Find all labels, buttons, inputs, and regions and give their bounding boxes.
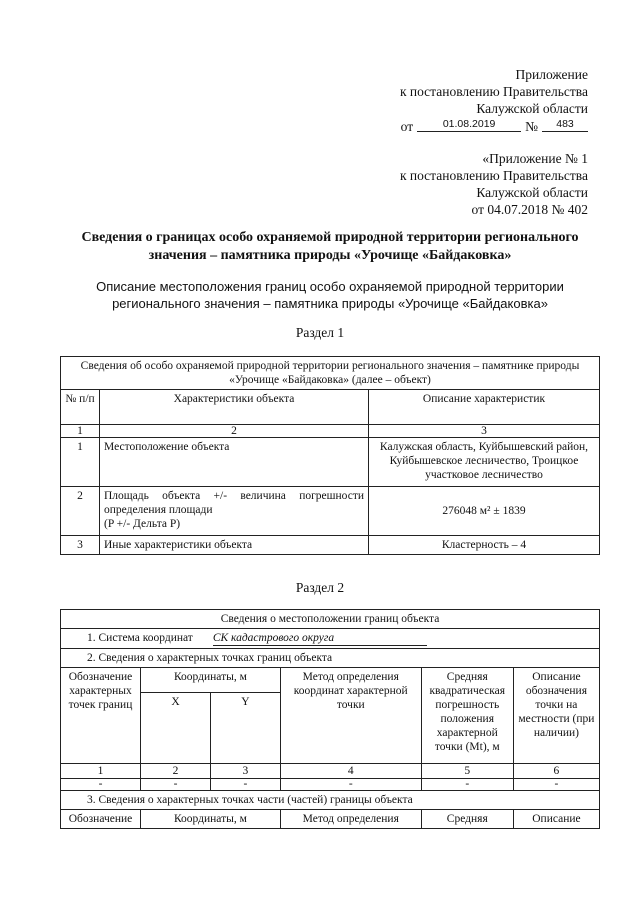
parts-header-designation: Обозначение: [61, 810, 141, 829]
parts-label-row: [61, 791, 600, 810]
parts-header-coords: Координаты, м: [141, 810, 281, 829]
col-number: 2: [100, 425, 369, 438]
area-label: Площадь объекта +/- величина погрешности определения площади: [104, 490, 364, 516]
row-value: Калужская область, Куйбышевский район, Куйбышевское лесничество, Троицкое участковое лесничество: [369, 438, 600, 487]
row-characteristic: [100, 487, 369, 536]
parts-header-method: Метод определения: [280, 810, 421, 829]
header-number: № п/п: [61, 390, 100, 425]
header-y: Y: [210, 693, 280, 764]
header-description: Описание характеристик: [369, 390, 600, 425]
row-characteristic: Иные характеристики объекта: [100, 536, 369, 555]
resolution-number: 483: [542, 118, 588, 132]
annex-prev-region: Калужской области: [476, 185, 588, 200]
annex-prev-label: «Приложение № 1: [482, 151, 588, 166]
boundary-caption: Сведения о местоположении границ объекта: [61, 610, 600, 629]
header-coords: Координаты, м: [141, 668, 281, 693]
coord-system-label: 1. Система координат: [87, 632, 193, 644]
points-label: 2. Сведения о характерных точках границ объекта: [87, 652, 333, 664]
table-row: [61, 438, 600, 487]
annex-current-header: [328, 66, 588, 136]
row-number: 2: [61, 487, 100, 536]
col-number: 5: [421, 764, 513, 779]
col-number: 1: [61, 764, 141, 779]
annex-previous-header: [328, 150, 588, 218]
parts-header-description: Описание: [513, 810, 599, 829]
from-label: от: [400, 119, 414, 134]
annex-prev-resolution: к постановлению Правительства: [399, 168, 588, 183]
resolution-date: 01.08.2019: [417, 118, 521, 132]
row-value: Кластерность – 4: [369, 536, 600, 555]
points-label-row: [61, 649, 600, 668]
empty-cell: -: [141, 779, 211, 791]
header-x: X: [141, 693, 211, 764]
header-designation: Обозначение характерных точек границ: [61, 668, 141, 764]
coord-system-row: [61, 629, 600, 649]
table-row: [61, 536, 600, 555]
subtitle-line-2: регионального значения – памятника природы «Урочище «Байдаковка»: [112, 296, 548, 311]
empty-cell: -: [210, 779, 280, 791]
col-number: 1: [61, 425, 100, 438]
row-number: 3: [61, 536, 100, 555]
empty-cell: -: [61, 779, 141, 791]
col-number: 2: [141, 764, 211, 779]
coord-system-value: СК кадастрового округа: [213, 631, 427, 646]
subtitle-line-1: Описание местоположения границ особо охраняемой природной территории: [96, 279, 564, 294]
empty-cell: -: [513, 779, 599, 791]
annex-resolution: к постановлению Правительства: [399, 84, 588, 99]
annex-prev-date: от 04.07.2018 № 402: [471, 202, 588, 217]
col-number: 6: [513, 764, 599, 779]
table-row: [61, 487, 600, 536]
annex-label: Приложение: [515, 67, 588, 82]
number-label: №: [525, 119, 538, 134]
annex-date-line: [328, 118, 588, 136]
row-value: 276048 м² ± 1839: [369, 487, 600, 536]
object-info-caption: Сведения об особо охраняемой природной территории регионального значения – памятнике природы «Урочище «Байдаковка» (далее – объект): [61, 357, 600, 390]
parts-header-accuracy: Средняя: [421, 810, 513, 829]
boundary-table: [60, 609, 600, 829]
title-line-1: Сведения о границах особо охраняемой природной территории регионального: [81, 230, 579, 245]
col-number: 3: [369, 425, 600, 438]
col-number: 4: [280, 764, 421, 779]
header-method: Метод определения координат характерной точки: [280, 668, 421, 764]
title-line-2: значения – памятника природы «Урочище «Байдаковка»: [148, 248, 512, 263]
document-subtitle: [60, 278, 600, 312]
section-1-title: Раздел 1: [295, 325, 345, 340]
header-characteristic: Характеристики объекта: [100, 390, 369, 425]
document-title: [60, 229, 600, 265]
header-accuracy: Средняя квадратическая погрешность положения характерной точки (Mt), м: [421, 668, 513, 764]
object-info-table: [60, 356, 600, 555]
table-row: [61, 779, 600, 791]
empty-cell: -: [421, 779, 513, 791]
row-characteristic: Местоположение объекта: [100, 438, 369, 487]
empty-cell: -: [280, 779, 421, 791]
col-number: 3: [210, 764, 280, 779]
header-point-description: Описание обозначения точки на местности (при наличии): [513, 668, 599, 764]
row-number: 1: [61, 438, 100, 487]
annex-region: Калужской области: [476, 101, 588, 116]
section-2-title: Раздел 2: [295, 580, 345, 595]
area-formula: (P +/- Дельта P): [104, 518, 181, 530]
parts-label: 3. Сведения о характерных точках части (частей) границы объекта: [87, 794, 413, 806]
